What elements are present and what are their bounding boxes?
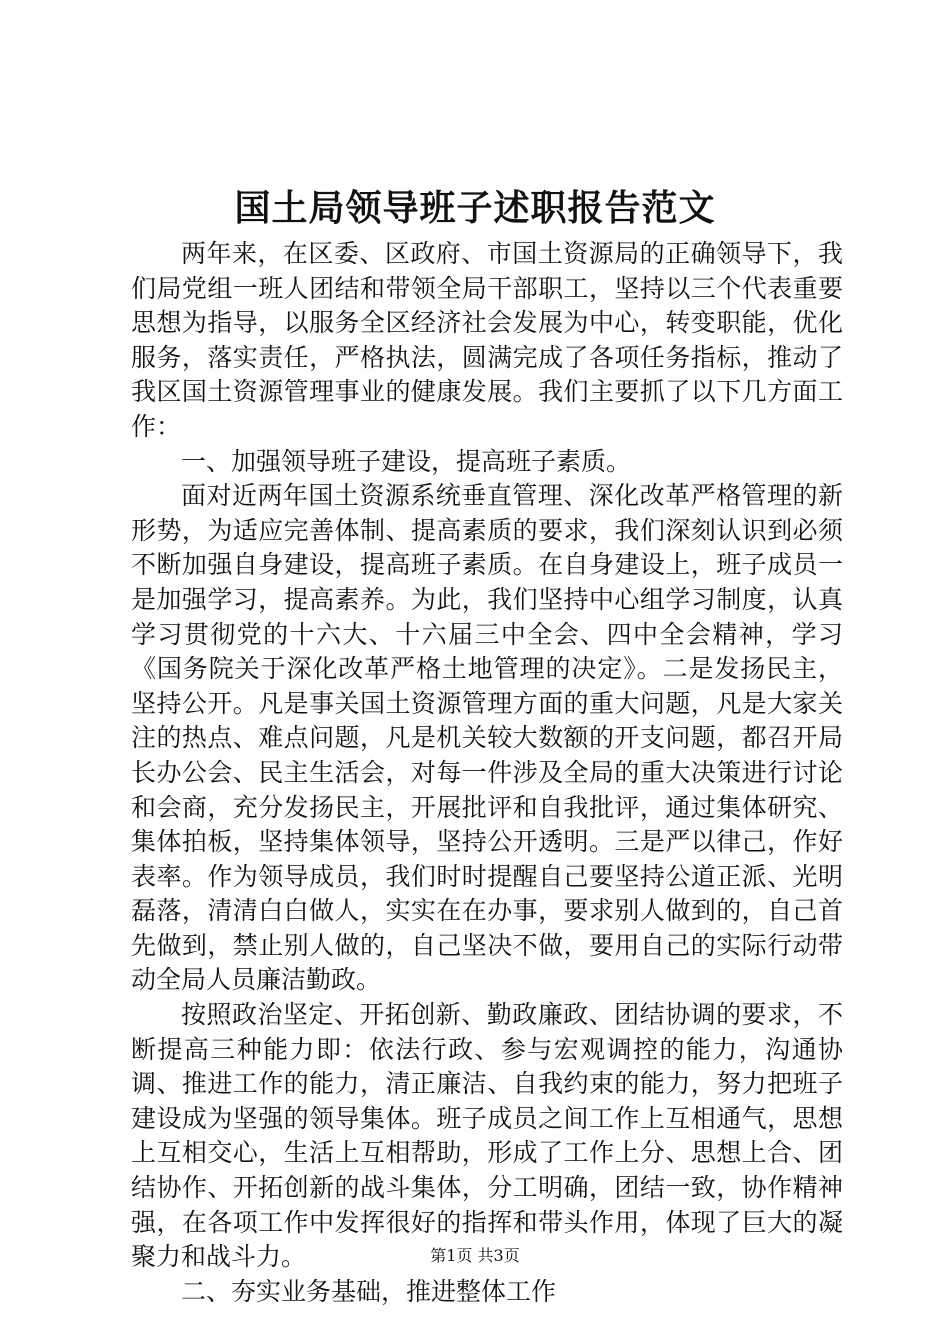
document-title: 国土局领导班子述职报告范文 bbox=[234, 187, 716, 229]
section-heading-2: 二、夯实业务基础，推进整体工作 bbox=[181, 1276, 557, 1306]
page-number-footer: 第1页 共3页 bbox=[430, 1246, 520, 1265]
paragraph-section-1: 面对近两年国土资源系统垂直管理、深化改革严格管理的新形势，为适应完善体制、提高素质的要求，我们深刻认识到必须不断加强自身建设，提高班子素质。在自身建设上，班子成员一是加强学习，提高素养。为此，我们坚持中心组学习制度，认真学习贯彻党的十六大、十六届三中全会、四中全会精神，学习《国务院关于深化改革严格土地管理的决定》。二是发扬民主，坚持公开。凡是事关国土资源管理方面的重大问题，凡是大家关注的热点、难点问题，凡是机关较大数额的开支问题，都召开局长办公会、民主生活会，对每一件涉及全局的重大决策进行讨论和会商，充分发扬民主，开展批评和自我批评，通过集体研究、集体拍板，坚持集体领导，坚持公开透明。三是严以律己，作好表率。作为领导成员，我们时时提醒自己要坚持公道正派、光明磊落，清清白白做人，实实在在办事，要求别人做到的，自己首先做到，禁止别人做的，自己坚决不做，要用自己的实际行动带动全局人员廉洁勤政。 bbox=[131, 481, 843, 995]
document-body bbox=[131, 237, 843, 1309]
section-heading-1: 一、加强领导班子建设，提高班子素质。 bbox=[181, 446, 632, 476]
paragraph-section-1-cont: 按照政治坚定、开拓创新、勤政廉政、团结协调的要求，不断提高三种能力即：依法行政、参与宏观调控的能力，沟通协调、推进工作的能力，清正廉洁、自我约束的能力，努力把班子建设成为坚强的领导集体。班子成员之间工作上互相通气，思想上互相交心，生活上互相帮助，形成了工作上分、思想上合、团结协作、开拓创新的战斗集体，分工明确，团结一致，协作精神强，在各项工作中发挥很好的指挥和带头作用，体现了巨大的凝聚力和战斗力。 bbox=[131, 1000, 843, 1272]
paragraph-intro: 两年来，在区委、区政府、市国土资源局的正确领导下，我们局党组一班人团结和带领全局干部职工，坚持以三个代表重要思想为指导，以服务全区经济社会发展为中心，转变职能，优化服务，落实责任，严格执法，圆满完成了各项任务指标，推动了我区国土资源管理事业的健康发展。我们主要抓了以下几方面工作： bbox=[131, 239, 843, 441]
